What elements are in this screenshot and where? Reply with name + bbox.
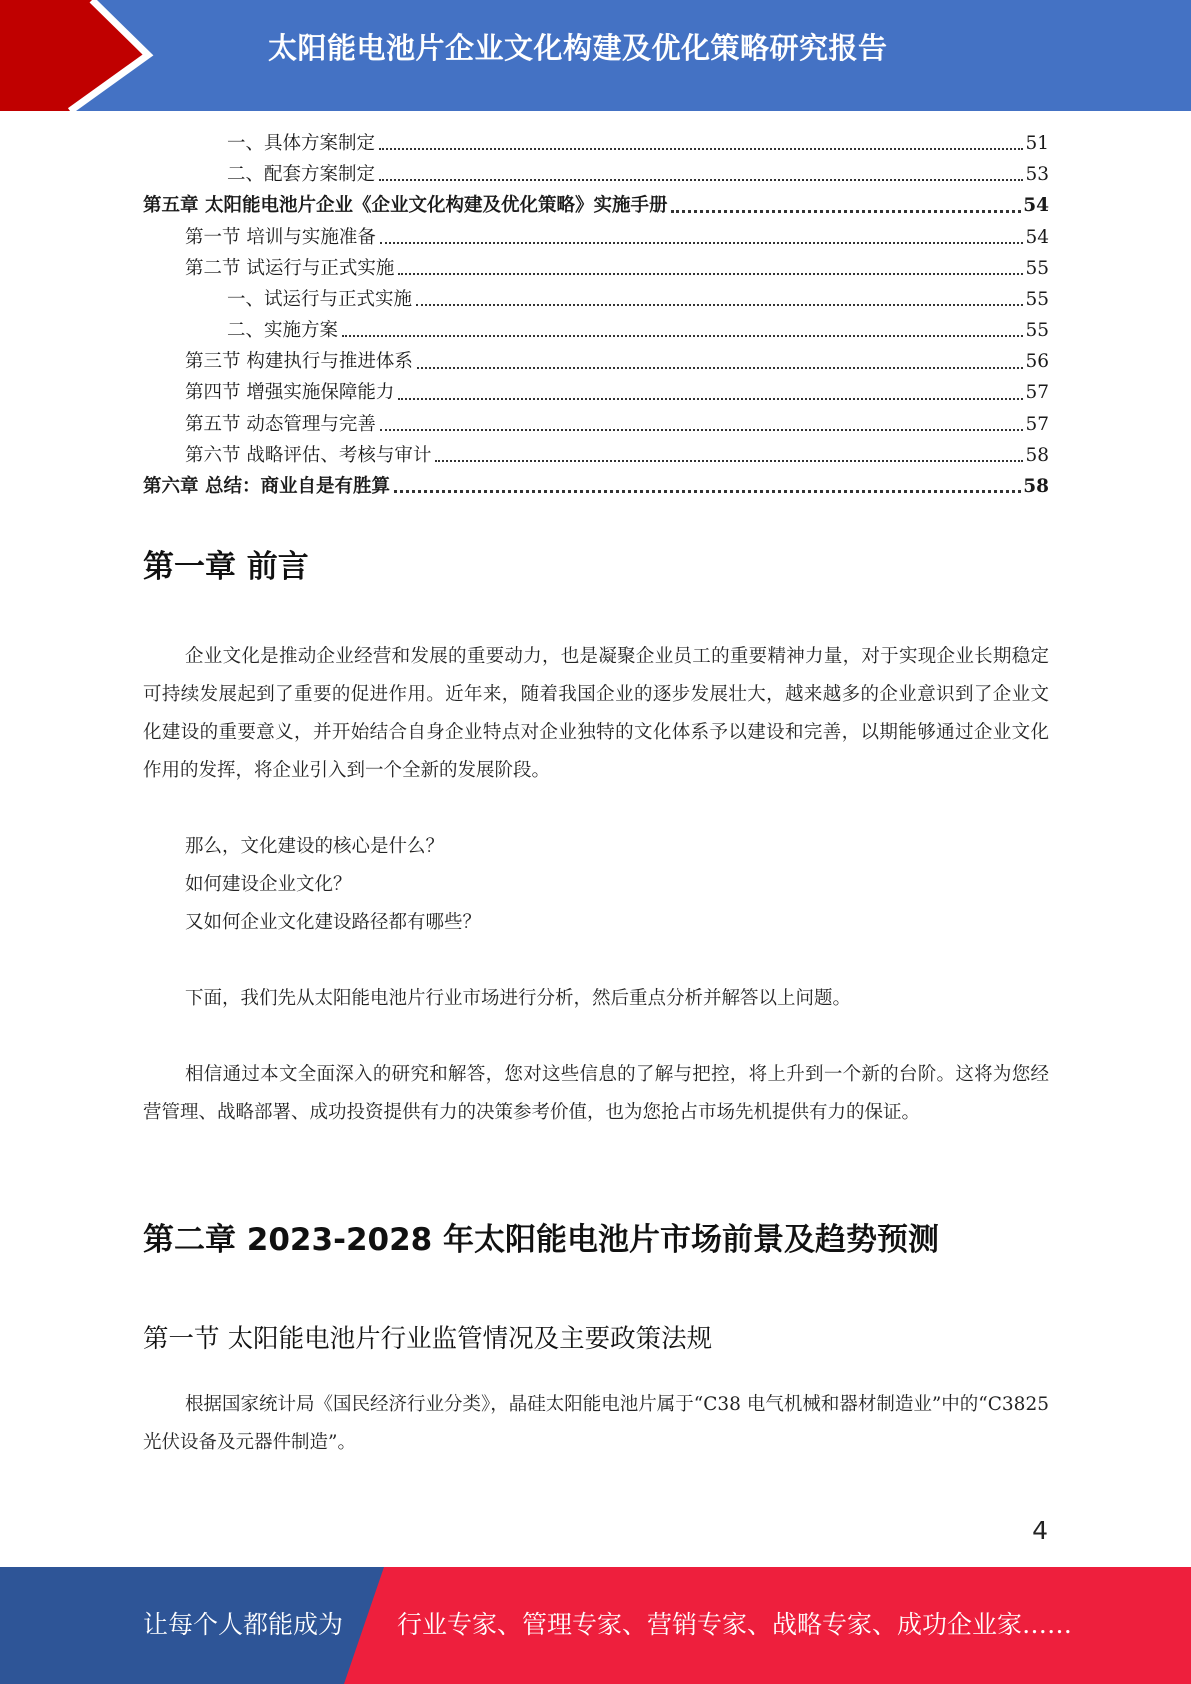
question-2: 如何建设企业文化？ — [185, 874, 352, 895]
section-1-title: 第一节 太阳能电池片行业监管情况及主要政策法规 — [143, 1324, 713, 1354]
toc-entry[interactable] — [143, 159, 1049, 190]
toc-entry-page: 57 — [1025, 382, 1049, 404]
toc-entry[interactable] — [143, 440, 1049, 471]
chapter-2-title: 第二章 2023-2028 年太阳能电池片市场前景及趋势预测 — [143, 1222, 940, 1258]
toc-dot-leader — [342, 335, 1023, 337]
footer-slogan-right: 行业专家、管理专家、营销专家、战略专家、成功企业家…… — [397, 1610, 1073, 1639]
toc-dot-leader — [435, 460, 1023, 462]
toc-entry-page: 55 — [1025, 320, 1049, 342]
chapter-1-paragraph-2: 下面，我们先从太阳能电池片行业市场进行分析，然后重点分析并解答以上问题。 — [185, 988, 852, 1009]
toc-entry[interactable] — [143, 471, 1049, 502]
toc-dot-leader — [398, 398, 1023, 400]
toc-dot-leader — [379, 179, 1023, 181]
toc-dot-leader — [380, 242, 1024, 244]
toc-entry-title: 第六节 战略评估、考核与审计 — [185, 444, 432, 466]
toc-dot-leader — [671, 210, 1021, 213]
toc-entry-title: 第二节 试运行与正式实施 — [185, 257, 395, 279]
toc-entry-page: 58 — [1023, 476, 1049, 498]
chapter-1-paragraph-3: 相信通过本文全面深入的研究和解答，您对这些信息的了解与把控，将上升到一个新的台阶。这将为您经营管理、战略部署、成功投资提供有力的决策参考价值，也为您抢占市场先机提供有力的保证。 — [143, 1064, 1049, 1123]
toc-entry[interactable] — [143, 346, 1049, 377]
chapter-1-title: 第一章 前言 — [143, 549, 309, 585]
toc-entry-title: 一、具体方案制定 — [227, 132, 376, 154]
toc-entry-page: 56 — [1025, 351, 1049, 373]
toc-entry[interactable] — [143, 284, 1049, 315]
toc-dot-leader — [417, 367, 1024, 369]
toc-entry[interactable] — [143, 128, 1049, 159]
section-1-paragraph-1: 根据国家统计局《国民经济行业分类》，晶硅太阳能电池片属于“C38 电气机械和器材制造业”中的“C3825 光伏设备及元器件制造”。 — [143, 1394, 1049, 1453]
toc-entry-page: 57 — [1025, 413, 1049, 435]
toc-entry-title: 第一节 培训与实施准备 — [185, 226, 376, 248]
question-1: 那么，文化建设的核心是什么？ — [185, 836, 445, 857]
toc-entry[interactable] — [143, 378, 1049, 409]
toc-entry-title: 第五章 太阳能电池片企业《企业文化构建及优化策略》实施手册 — [143, 195, 668, 217]
toc-entry-title: 一、试运行与正式实施 — [227, 288, 413, 310]
header-banner — [0, 0, 1191, 111]
toc-entry-page: 54 — [1023, 195, 1049, 217]
toc-dot-leader — [379, 148, 1023, 150]
toc-entry-page: 53 — [1025, 164, 1049, 186]
toc-entry[interactable] — [143, 409, 1049, 440]
footer-slogan-left: 让每个人都能成为 — [143, 1610, 344, 1639]
toc-entry[interactable] — [143, 222, 1049, 253]
toc-entry-page: 54 — [1025, 226, 1049, 248]
toc-entry[interactable] — [143, 315, 1049, 346]
chapter-1-paragraph-1: 企业文化是推动企业经营和发展的重要动力，也是凝聚企业员工的重要精神力量，对于实现企业长期稳定可持续发展起到了重要的促进作用。近年来，随着我国企业的逐步发展壮大，越来越多的企业意识到了企业文化建设的重要意义，并开始结合自身企业特点对企业独特的文化体系予以建设和完善，以期能够通过企业文化作用的发挥，将企业引入到一个全新的发展阶段。 — [143, 646, 1049, 781]
toc-entry[interactable] — [143, 253, 1049, 284]
toc-entry[interactable] — [143, 190, 1049, 221]
toc-entry-page: 58 — [1025, 444, 1049, 466]
header-red-arrow — [0, 0, 148, 111]
toc-entry-page: 55 — [1025, 257, 1049, 279]
toc-dot-leader — [416, 304, 1023, 306]
toc-entry-page: 51 — [1025, 132, 1049, 154]
question-3: 又如何企业文化建设路径都有哪些？ — [185, 912, 482, 933]
toc-entry-title: 第四节 增强实施保障能力 — [185, 382, 395, 404]
toc-dot-leader — [394, 490, 1021, 493]
table-of-contents — [143, 128, 1049, 502]
toc-entry-title: 第六章 总结：商业自是有胜算 — [143, 476, 390, 498]
toc-entry-title: 二、配套方案制定 — [227, 164, 376, 186]
toc-entry-title: 第三节 构建执行与推进体系 — [185, 351, 413, 373]
page-number: 4 — [1032, 1516, 1048, 1545]
toc-entry-title: 第五节 动态管理与完善 — [185, 413, 376, 435]
header-title: 太阳能电池片企业文化构建及优化策略研究报告 — [268, 31, 888, 65]
footer-banner — [0, 1567, 1191, 1684]
toc-entry-page: 55 — [1025, 288, 1049, 310]
toc-dot-leader — [380, 429, 1024, 431]
toc-entry-title: 二、实施方案 — [227, 320, 339, 342]
toc-dot-leader — [398, 273, 1023, 275]
